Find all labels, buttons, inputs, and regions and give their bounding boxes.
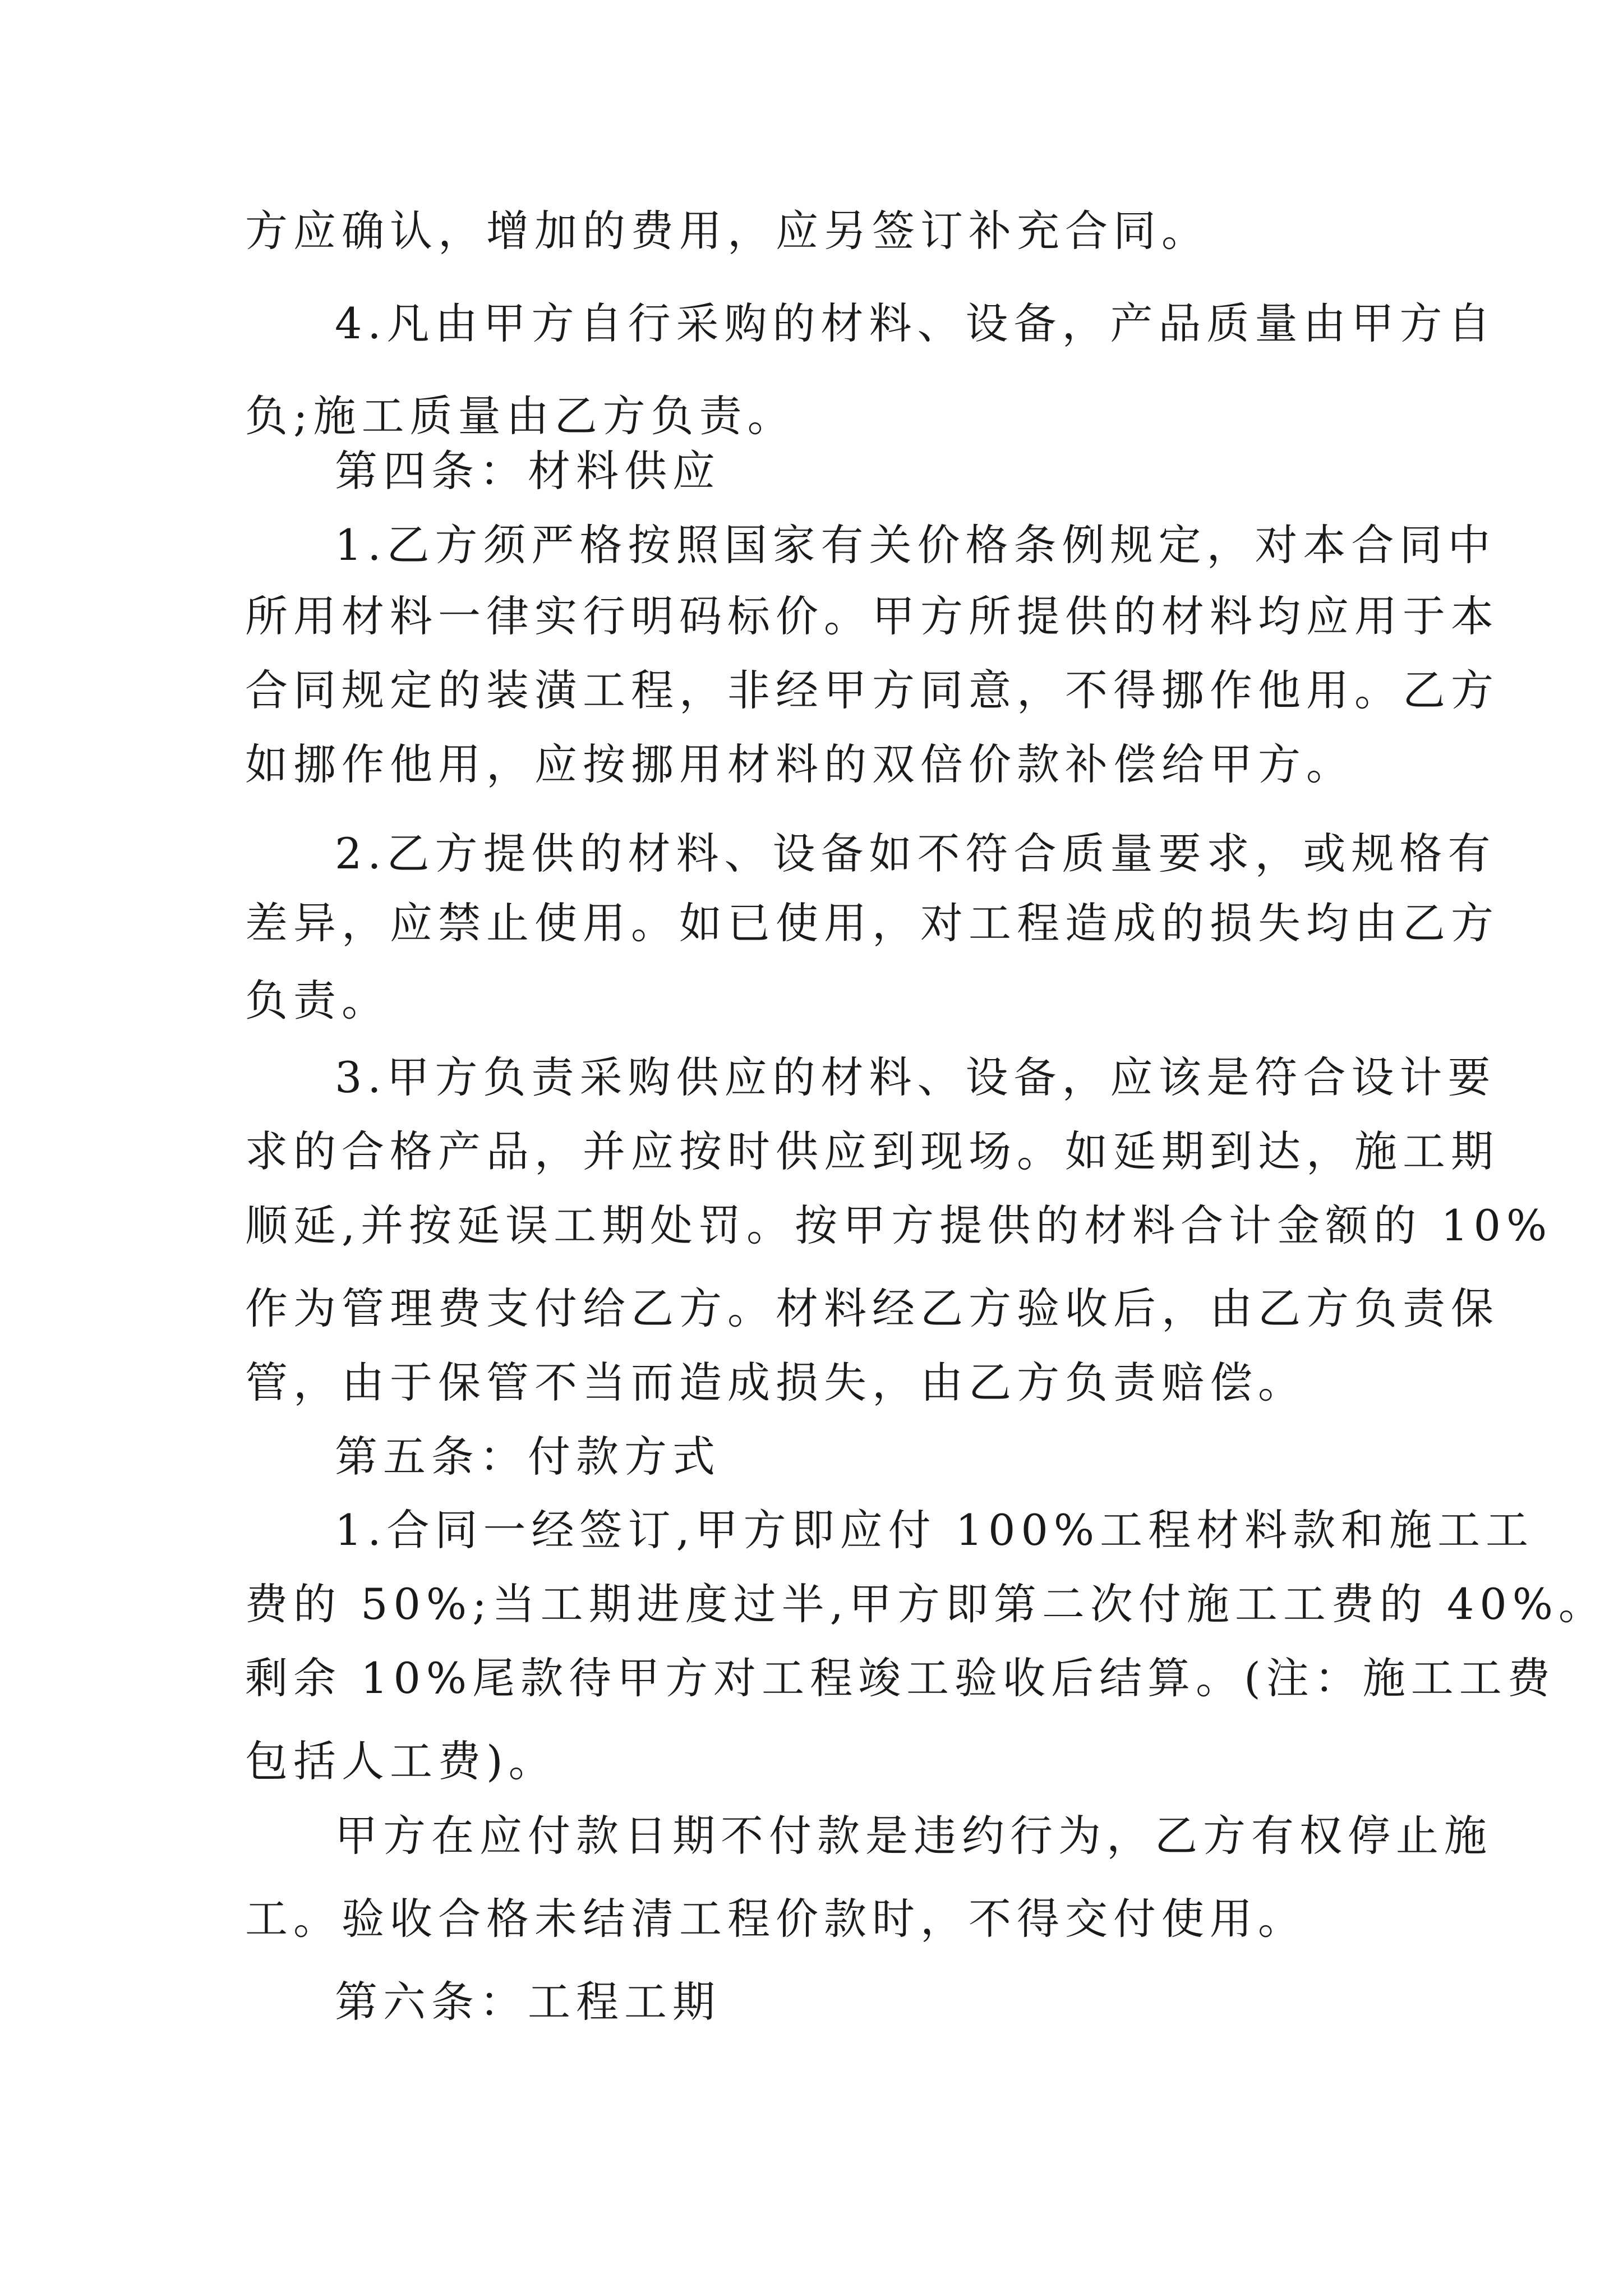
text-line: 所用材料一律实行明码标价。甲方所提供的材料均应用于本 bbox=[245, 591, 1499, 641]
text-line: 方应确认，增加的费用，应另签订补充合同。 bbox=[245, 206, 1210, 256]
text-line: 甲方在应付款日期不付款是违约行为，乙方有权停止施 bbox=[335, 1811, 1492, 1861]
text-line: 负责。 bbox=[245, 976, 390, 1025]
text-line: 差异，应禁止使用。如已使用，对工程造成的损失均由乙方 bbox=[245, 898, 1499, 948]
text-line: 合同规定的装潢工程，非经甲方同意，不得挪作他用。乙方 bbox=[245, 665, 1499, 715]
text-line: 负;施工质量由乙方负责。 bbox=[245, 391, 796, 441]
text-line: 顺延,并按延误工期处罚。按甲方提供的材料合计金额的 10% bbox=[245, 1200, 1553, 1250]
text-line: 工。验收合格未结清工程价款时，不得交付使用。 bbox=[245, 1894, 1306, 1944]
section-heading: 第五条：付款方式 bbox=[335, 1432, 721, 1481]
text-line: 1.乙方须严格按照国家有关价格条例规定，对本合同中 bbox=[335, 520, 1496, 570]
text-line: 2.乙方提供的材料、设备如不符合质量要求，或规格有 bbox=[335, 829, 1496, 878]
text-line: 如挪作他用，应按挪用材料的双倍价款补偿给甲方。 bbox=[245, 739, 1354, 789]
text-line: 作为管理费支付给乙方。材料经乙方验收后，由乙方负责保 bbox=[245, 1283, 1499, 1333]
text-line: 剩余 10%尾款待甲方对工程竣工验收后结算。(注：施工工费 bbox=[245, 1653, 1556, 1703]
text-line: 3.甲方负责采购供应的材料、设备，应该是符合设计要 bbox=[335, 1052, 1496, 1102]
section-heading: 第六条：工程工期 bbox=[335, 1977, 721, 2027]
text-line: 4.凡由甲方自行采购的材料、设备，产品质量由甲方自 bbox=[335, 298, 1496, 348]
text-line: 包括人工费)。 bbox=[245, 1736, 557, 1786]
section-heading: 第四条：材料供应 bbox=[335, 446, 721, 496]
text-line: 求的合格产品，并应按时供应到现场。如延期到达，施工期 bbox=[245, 1126, 1499, 1176]
text-line: 管，由于保管不当而造成损失，由乙方负责赔偿。 bbox=[245, 1358, 1306, 1407]
text-line: 1.合同一经签订,甲方即应付 100%工程材料款和施工工 bbox=[335, 1505, 1534, 1555]
text-line: 费的 50%;当工期进度过半,甲方即第二次付施工工费的 40%。 bbox=[245, 1579, 1607, 1629]
